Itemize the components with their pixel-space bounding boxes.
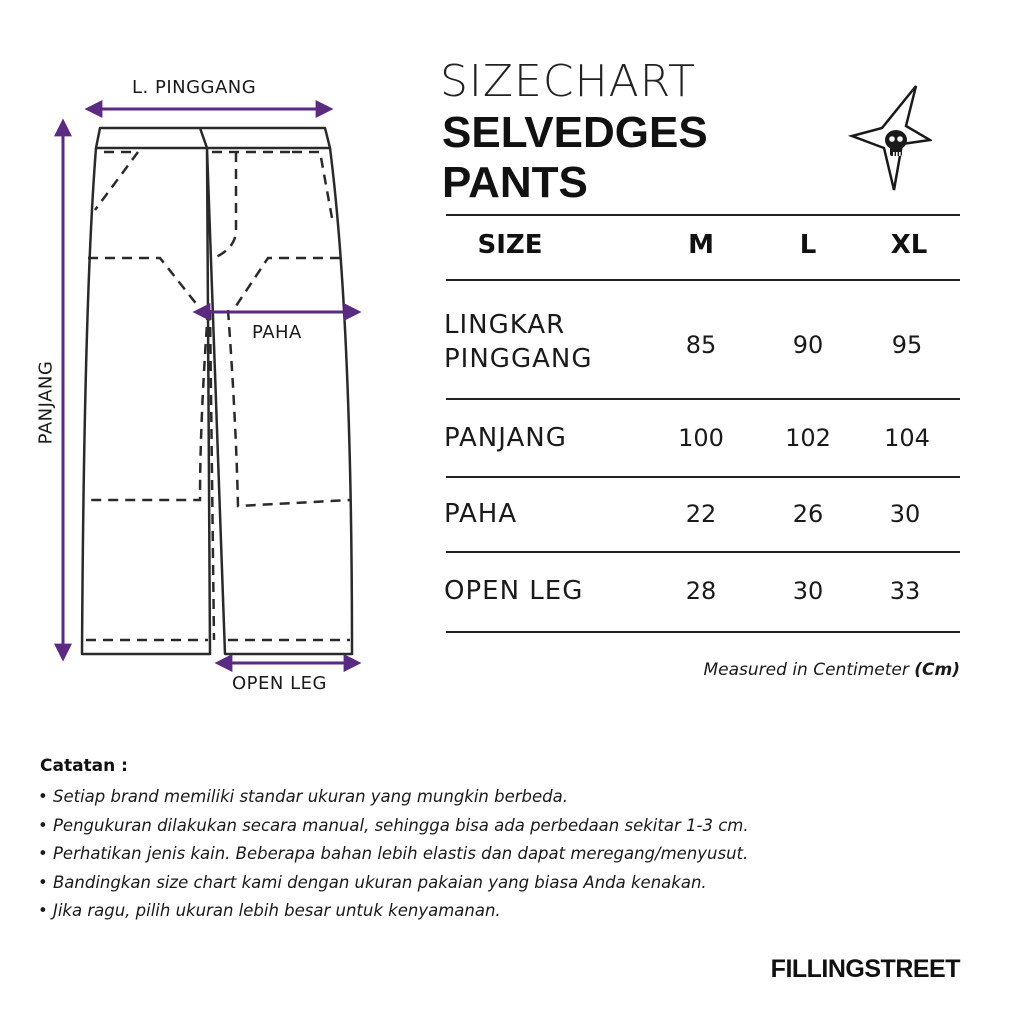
product-title-line1: SELVEDGES: [442, 108, 708, 157]
column-header-l: L: [799, 230, 817, 260]
row-label-length: PANJANG: [444, 423, 567, 453]
cell-open-leg-m: 28: [685, 577, 717, 605]
notes-list: [38, 783, 749, 926]
notes-title: Catatan :: [40, 756, 128, 776]
row-label-thigh: PAHA: [444, 499, 518, 529]
pants-diagram: [0, 0, 430, 720]
table-rule: [446, 551, 960, 553]
table-rule-top: [446, 214, 960, 216]
cell-waist-xl: 95: [891, 331, 923, 359]
star-skull-icon: [848, 82, 932, 194]
cell-length-l: 102: [785, 424, 831, 452]
pocket-left-stitch: [95, 152, 138, 210]
note-item: • Setiap brand memiliki standar ukuran yang mungkin berbeda.: [38, 787, 568, 806]
cell-open-leg-xl: 33: [889, 577, 921, 605]
note-item: • Bandingkan size chart kami dengan ukuran pakaian yang biasa Anda kenakan.: [38, 872, 707, 892]
table-rule-bottom: [446, 631, 960, 633]
thigh-label: PAHA: [252, 322, 302, 343]
yoke-right-stitch: [236, 258, 340, 306]
open-leg-label: OPEN LEG: [232, 673, 327, 694]
column-header-size: SIZE: [477, 230, 543, 260]
brand-wordmark: FILLINGSTREET: [770, 955, 960, 983]
length-label: PANJANG: [35, 360, 57, 445]
cell-thigh-l: 26: [792, 500, 824, 528]
note-item: • Pengukuran dilakukan secara manual, sehingga bisa ada perbedaan sekitar 1-3 cm.: [38, 815, 749, 835]
cell-thigh-m: 22: [685, 500, 717, 528]
waist-label: L. PINGGANG: [132, 77, 257, 98]
cell-waist-l: 90: [792, 331, 824, 359]
pants-outline: [82, 148, 352, 654]
table-rule: [446, 476, 960, 478]
table-rule: [446, 398, 960, 400]
sizechart-title: SIZECHART: [440, 56, 697, 107]
cell-length-m: 100: [678, 424, 724, 452]
cell-thigh-xl: 30: [889, 500, 921, 528]
cell-open-leg-l: 30: [792, 577, 824, 605]
unit-note: Measured in Centimeter (Cm): [703, 660, 960, 680]
waistband-outline: [96, 128, 330, 148]
yoke-left-stitch: [88, 258, 198, 306]
cell-waist-m: 85: [685, 331, 717, 359]
cell-length-xl: 104: [884, 424, 930, 452]
fly-stitch: [214, 152, 236, 258]
row-label-open-leg: OPEN LEG: [444, 576, 584, 606]
product-title-line2: PANTS: [442, 158, 588, 207]
row-label-waist: LINGKAR PINGGANG: [444, 310, 593, 374]
column-header-m: M: [688, 230, 714, 260]
pocket-right-stitch: [292, 152, 332, 218]
note-item: • Jika ragu, pilih ukuran lebih besar untuk kenyamanan.: [38, 901, 501, 920]
table-rule: [446, 279, 960, 281]
knee-left-stitch: [84, 310, 208, 500]
note-item: • Perhatikan jenis kain. Beberapa bahan lebih elastis dan dapat meregang/menyusut.: [38, 844, 749, 863]
column-header-xl: XL: [890, 230, 928, 260]
